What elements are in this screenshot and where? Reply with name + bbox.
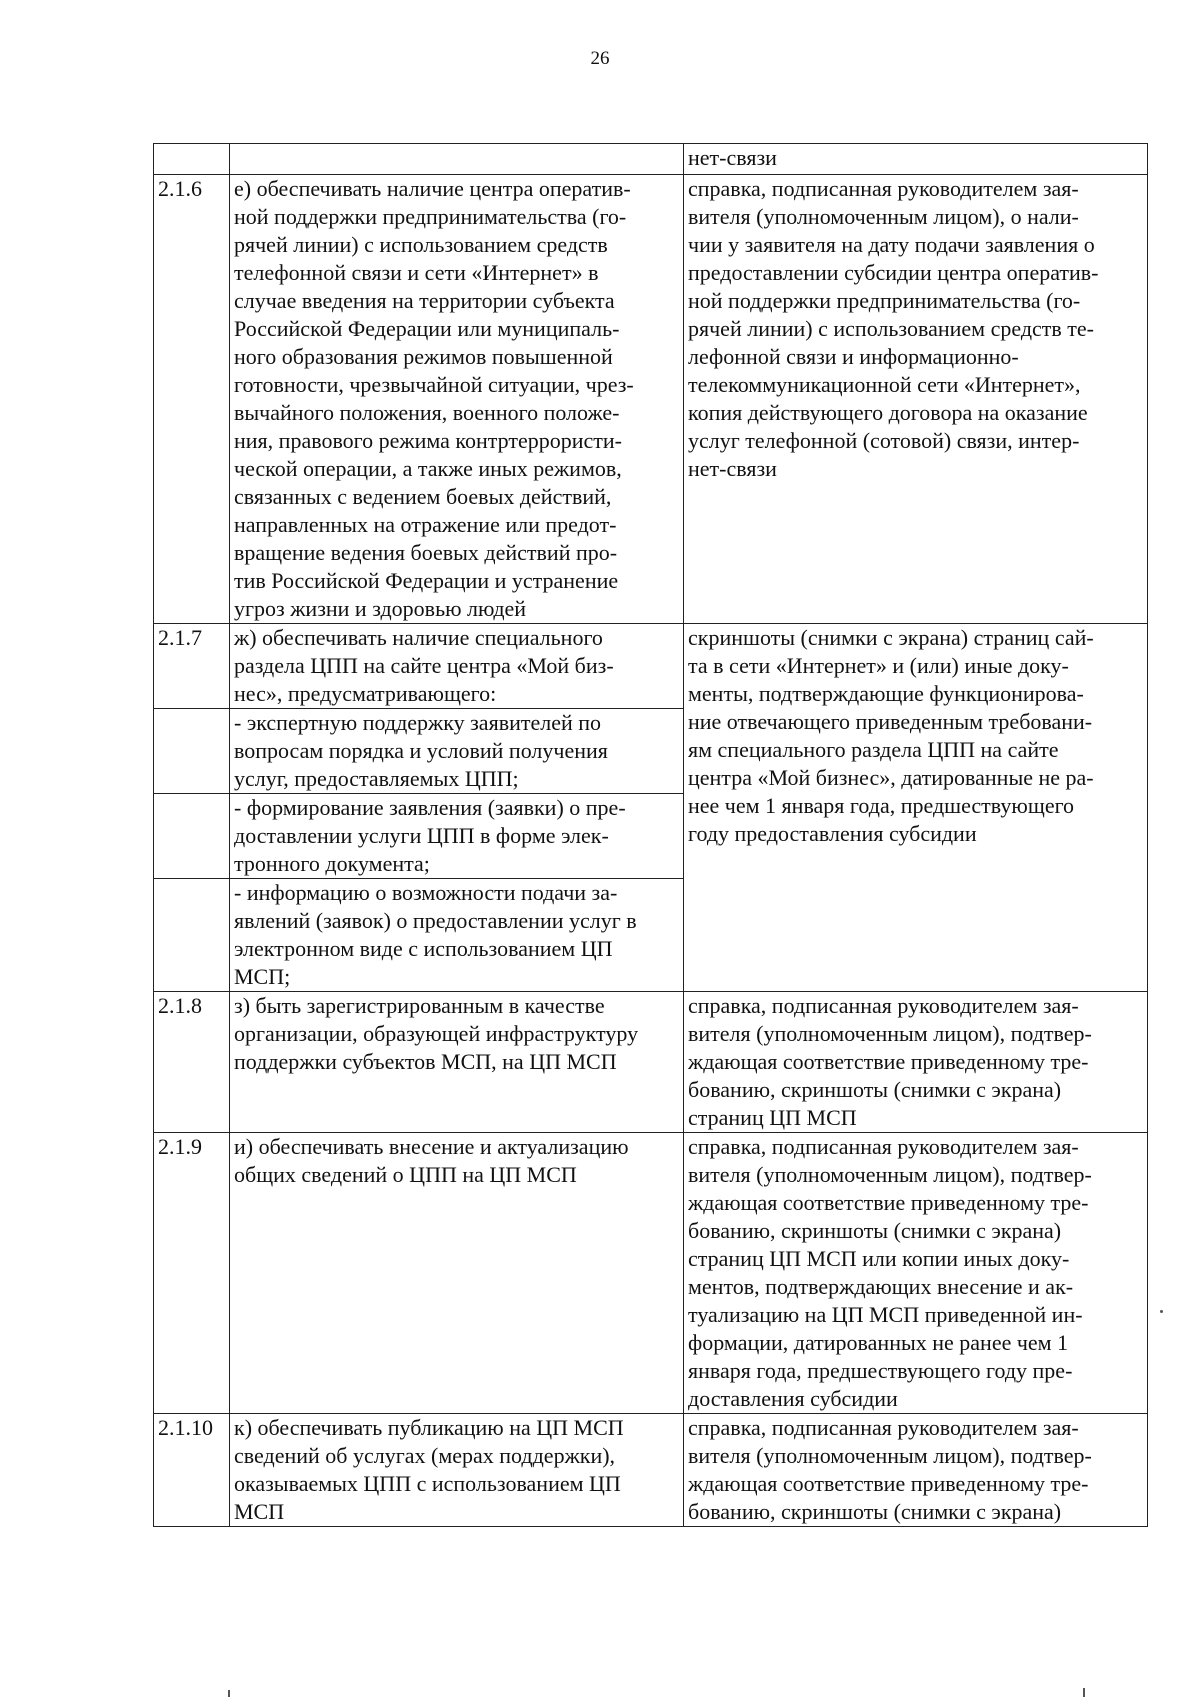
row-number-cell: [154, 794, 230, 879]
row-number-cell: 2.1.8: [154, 992, 230, 1133]
row-number-cell: 2.1.10: [154, 1414, 230, 1527]
document-cell: справка, подписанная руководителем зая- вителя (уполномоченным лицом), подтвер- ждающая соответствие приведенному тре- бованию, скриншоты (снимки с экрана) страниц ЦП МСП: [684, 992, 1148, 1133]
scan-edge-mark: [228, 1690, 230, 1697]
sub-item-cell: - информацию о возможности подачи за- явлений (заявок) о предоставлении услуг в электронном виде с использованием ЦП МСП;: [230, 879, 684, 992]
page-number: 26: [590, 48, 610, 69]
row-number-cell: 2.1.7: [154, 624, 230, 709]
scan-dot-mark: [1160, 1310, 1163, 1313]
row-number-cell: 2.1.6: [154, 175, 230, 624]
requirement-cell: [230, 144, 684, 175]
table-row: [154, 144, 1148, 175]
requirement-cell: и) обеспечивать внесение и актуализацию общих сведений о ЦПП на ЦП МСП: [230, 1133, 684, 1414]
row-number-cell: [154, 709, 230, 794]
table-row: [154, 175, 1148, 624]
scan-edge-mark: [1083, 1688, 1085, 1697]
table-row: [154, 1414, 1148, 1527]
requirement-cell: ж) обеспечивать наличие специального раздела ЦПП на сайте центра «Мой биз- нес», предусматривающего:: [230, 624, 684, 709]
row-number-cell: [154, 144, 230, 175]
sub-item-cell: - экспертную поддержку заявителей по вопросам порядка и условий получения услуг, предоставляемых ЦПП;: [230, 709, 684, 794]
requirement-cell: к) обеспечивать публикацию на ЦП МСП сведений об услугах (мерах поддержки), оказываемых ЦПП с использованием ЦП МСП: [230, 1414, 684, 1527]
table-row: [154, 992, 1148, 1133]
requirements-table: [153, 143, 1148, 1527]
document-cell: справка, подписанная руководителем зая- вителя (уполномоченным лицом), подтвер- ждающая соответствие приведенному тре- бованию, скриншоты (снимки с экрана) страниц ЦП МСП или копии иных доку- ментов, подтверждающих внесение и ак- туализацию на ЦП МСП приведенной ин- формации, датированных не ранее чем 1 января года, предшествующего году пре- доставления субсидии: [684, 1133, 1148, 1414]
document-cell: справка, подписанная руководителем зая- вителя (уполномоченным лицом), о нали- чии у заявителя на дату подачи заявления о предоставлении субсидии центра оператив- ной поддержки предпринимательства (го- рячей линии) с использованием средств те- лефонной связи и информационно- телекоммуникационной сети «Интернет», копия действующего договора на оказание услуг телефонной (сотовой) связи, интер- нет-связи: [684, 175, 1148, 624]
row-number-cell: [154, 879, 230, 992]
document-cell: нет-связи: [684, 144, 1148, 175]
requirement-cell: е) обеспечивать наличие центра оператив- ной поддержки предпринимательства (го- рячей линии) с использованием средств телефонной связи и сети «Интернет» в случае введения на территории субъекта Российской Федерации или муниципаль- ного образования режимов повышенной готовности, чрезвычайной ситуации, чрез- вычайного положения, военного положе- ния, правового режима контртеррористи- ческой операции, а также иных режимов, связанных с ведением боевых действий, направленных на отражение или предот- вращение ведения боевых действий про- тив Российской Федерации и устранение угроз жизни и здоровью людей: [230, 175, 684, 624]
row-number-cell: 2.1.9: [154, 1133, 230, 1414]
requirement-cell: з) быть зарегистрированным в качестве организации, образующей инфраструктуру поддержки субъектов МСП, на ЦП МСП: [230, 992, 684, 1133]
document-cell: скриншоты (снимки с экрана) страниц сай- та в сети «Интернет» и (или) иные доку- менты, подтверждающие функционирова- ние отвечающего приведенным требовани- ям специального раздела ЦПП на сайте центра «Мой бизнес», датированные не ра- нее чем 1 января года, предшествующего году предоставления субсидии: [684, 624, 1148, 992]
table-row: [154, 624, 1148, 709]
table-row: [154, 1133, 1148, 1414]
document-cell: справка, подписанная руководителем зая- вителя (уполномоченным лицом), подтвер- ждающая соответствие приведенному тре- бованию, скриншоты (снимки с экрана): [684, 1414, 1148, 1527]
sub-item-cell: - формирование заявления (заявки) о пре- доставлении услуги ЦПП в форме элек- тронного документа;: [230, 794, 684, 879]
